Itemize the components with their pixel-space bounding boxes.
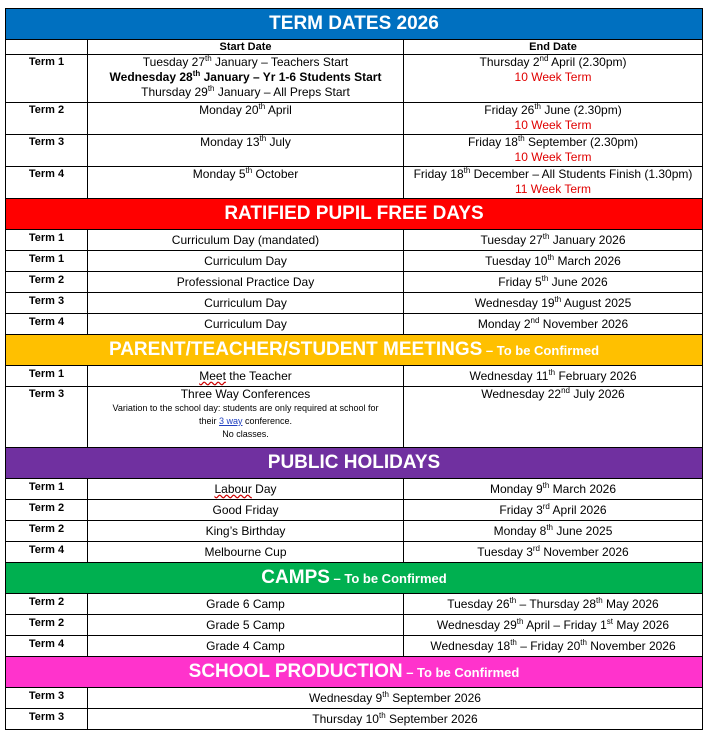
production-title: SCHOOL PRODUCTION – To be Confirmed <box>6 657 703 688</box>
meetings-banner <box>6 335 703 366</box>
date-cell: Wednesday 9th September 2026 <box>88 688 703 709</box>
term-label: Term 1 <box>6 55 88 103</box>
event-cell: Curriculum Day <box>88 251 404 272</box>
term-label: Term 3 <box>6 709 88 730</box>
end-date-cell: Thursday 2nd April (2.30pm) 10 Week Term <box>404 55 703 103</box>
term-label: Term 4 <box>6 314 88 335</box>
event-cell: Curriculum Day <box>88 293 404 314</box>
conference-link[interactable]: 3 way <box>218 416 243 426</box>
table-row <box>6 251 703 272</box>
table-row <box>6 542 703 563</box>
event-cell: King’s Birthday <box>88 521 404 542</box>
event-cell: Three Way Conferences Variation to the school day: students are only required at school for their 3 way conference. No classes. <box>88 387 404 448</box>
date-cell: Tuesday 3rd November 2026 <box>404 542 703 563</box>
pupil-free-banner <box>6 199 703 230</box>
date-cell: Tuesday 26th – Thursday 28th May 2026 <box>404 594 703 615</box>
camps-banner <box>6 563 703 594</box>
table-row <box>6 366 703 387</box>
camps-title: CAMPS – To be Confirmed <box>6 563 703 594</box>
table-row <box>6 230 703 251</box>
event-cell: Grade 4 Camp <box>88 636 404 657</box>
date-cell: Thursday 10th September 2026 <box>88 709 703 730</box>
event-cell: Curriculum Day <box>88 314 404 335</box>
term-dates-banner <box>6 9 703 40</box>
date-cell: Friday 3rd April 2026 <box>404 500 703 521</box>
end-date-cell: Friday 18th December – All Students Finish (1.30pm) 11 Week Term <box>404 167 703 199</box>
term-label: Term 2 <box>6 500 88 521</box>
table-row <box>6 615 703 636</box>
event-cell: Grade 6 Camp <box>88 594 404 615</box>
week-count: 10 Week Term <box>514 118 592 132</box>
term-label: Term 3 <box>6 387 88 448</box>
term-dates-title: TERM DATES 2026 <box>6 9 703 40</box>
start-date-header: Start Date <box>88 40 404 55</box>
date-cell: Tuesday 10th March 2026 <box>404 251 703 272</box>
term-label: Term 2 <box>6 594 88 615</box>
start-date-cell: Tuesday 27th January – Teachers Start Wednesday 28th January – Yr 1-6 Students Start Thursday 29th January – All Preps Start <box>88 55 404 103</box>
date-cell: Wednesday 19th August 2025 <box>404 293 703 314</box>
end-date-cell: Friday 18th September (2.30pm) 10 Week Term <box>404 135 703 167</box>
table-row <box>6 135 703 167</box>
table-row <box>6 521 703 542</box>
term-label: Term 1 <box>6 366 88 387</box>
event-cell: Grade 5 Camp <box>88 615 404 636</box>
term-label: Term 1 <box>6 230 88 251</box>
table-row <box>6 272 703 293</box>
table-row <box>6 594 703 615</box>
date-cell: Wednesday 29th April – Friday 1st May 2026 <box>404 615 703 636</box>
table-row <box>6 167 703 199</box>
table-row <box>6 314 703 335</box>
term-label: Term 4 <box>6 542 88 563</box>
holidays-banner <box>6 448 703 479</box>
table-row <box>6 688 703 709</box>
column-header-row <box>6 40 703 55</box>
week-count: 10 Week Term <box>514 150 592 164</box>
start-date-cell: Monday 20th April <box>88 103 404 135</box>
table-row <box>6 500 703 521</box>
date-cell: Monday 8th June 2025 <box>404 521 703 542</box>
term-label: Term 4 <box>6 167 88 199</box>
date-cell: Wednesday 18th – Friday 20th November 2026 <box>404 636 703 657</box>
term-dates-table <box>5 8 703 730</box>
term-label: Term 2 <box>6 272 88 293</box>
date-cell: Friday 5th June 2026 <box>404 272 703 293</box>
term-label: Term 1 <box>6 479 88 500</box>
pupil-free-title: RATIFIED PUPIL FREE DAYS <box>6 199 703 230</box>
term-label: Term 4 <box>6 636 88 657</box>
event-cell: Labour Day <box>88 479 404 500</box>
table-row <box>6 709 703 730</box>
date-cell: Wednesday 22nd July 2026 <box>404 387 703 448</box>
event-cell: Curriculum Day (mandated) <box>88 230 404 251</box>
date-cell: Wednesday 11th February 2026 <box>404 366 703 387</box>
end-date-header: End Date <box>404 40 703 55</box>
event-cell: Good Friday <box>88 500 404 521</box>
term-label: Term 2 <box>6 103 88 135</box>
week-count: 10 Week Term <box>514 70 592 84</box>
term-label: Term 3 <box>6 688 88 709</box>
table-row <box>6 636 703 657</box>
start-date-cell: Monday 13th July <box>88 135 404 167</box>
date-cell: Tuesday 27th January 2026 <box>404 230 703 251</box>
term-label: Term 2 <box>6 521 88 542</box>
table-row <box>6 55 703 103</box>
date-cell: Monday 2nd November 2026 <box>404 314 703 335</box>
term-label: Term 1 <box>6 251 88 272</box>
term-label: Term 3 <box>6 293 88 314</box>
week-count: 11 Week Term <box>514 182 592 196</box>
start-date-cell: Monday 5th October <box>88 167 404 199</box>
table-row <box>6 293 703 314</box>
date-cell: Monday 9th March 2026 <box>404 479 703 500</box>
event-cell: Professional Practice Day <box>88 272 404 293</box>
end-date-cell: Friday 26th June (2.30pm) 10 Week Term <box>404 103 703 135</box>
holidays-title: PUBLIC HOLIDAYS <box>6 448 703 479</box>
term-label: Term 2 <box>6 615 88 636</box>
term-label: Term 3 <box>6 135 88 167</box>
production-banner <box>6 657 703 688</box>
table-row <box>6 479 703 500</box>
table-row <box>6 387 703 448</box>
meetings-title: PARENT/TEACHER/STUDENT MEETINGS – To be Confirmed <box>6 335 703 366</box>
event-cell: Melbourne Cup <box>88 542 404 563</box>
table-row <box>6 103 703 135</box>
event-cell: Meet the Teacher <box>88 366 404 387</box>
